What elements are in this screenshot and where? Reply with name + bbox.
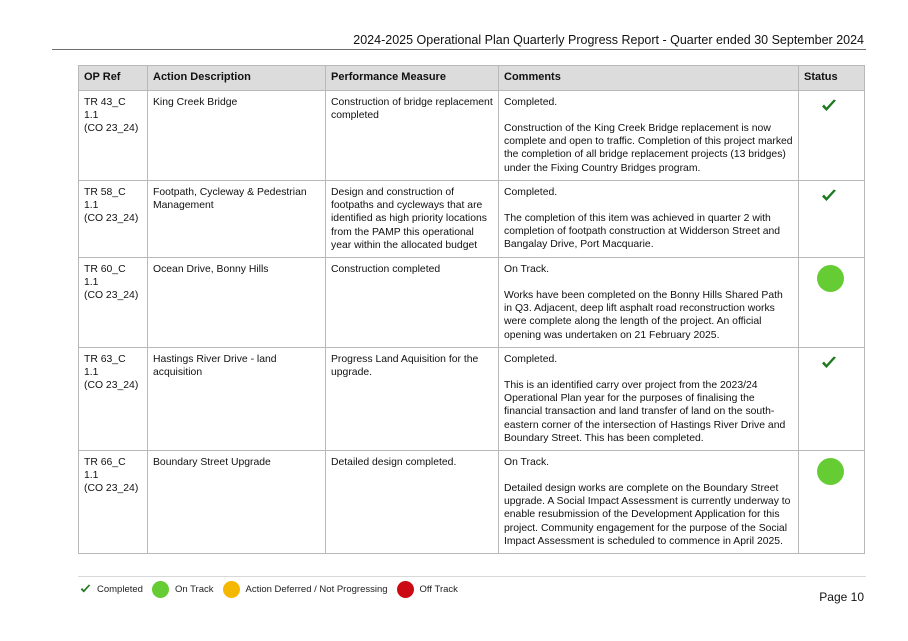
op-ref: TR 66_C 1.1 xyxy=(84,457,126,482)
op-ref-sub: (CO 23_24) xyxy=(84,380,139,392)
comments-cell xyxy=(499,181,799,258)
comments-cell xyxy=(499,348,799,451)
comment-status-text: On Track. xyxy=(504,264,550,276)
status-cell xyxy=(799,258,865,348)
table-row xyxy=(79,451,865,554)
legend-item-on-track xyxy=(152,581,214,598)
op-ref-cell xyxy=(79,348,148,451)
on-track-status-icon xyxy=(817,265,844,292)
report-title: 2024-2025 Operational Plan Quarterly Progress Report - Quarter ended 30 September 2024 xyxy=(353,33,864,47)
op-ref-sub: (CO 23_24) xyxy=(84,290,139,302)
op-ref-sub: (CO 23_24) xyxy=(84,483,139,495)
action-cell: Hastings River Drive - land acquisition xyxy=(148,348,326,451)
op-ref: TR 43_C 1.1 xyxy=(84,97,126,122)
legend-item-completed xyxy=(80,584,143,595)
table-row xyxy=(79,181,865,258)
action-cell: Ocean Drive, Bonny Hills xyxy=(148,258,326,348)
action-cell: Boundary Street Upgrade xyxy=(148,451,326,554)
measure-cell: Construction completed xyxy=(326,258,499,348)
table-header-row xyxy=(79,66,865,91)
comment-status-text: Completed. xyxy=(504,97,558,108)
comment-detail-text: The completion of this item was achieved in quarter 2 with completion of footpath construction at Widderson Street and Bangalay Drive, Port Macquarie. xyxy=(504,213,781,251)
action-cell: Footpath, Cycleway & Pedestrian Management xyxy=(148,181,326,258)
status-cell xyxy=(799,91,865,181)
off-track-dot-icon xyxy=(397,581,414,598)
table-row xyxy=(79,91,865,181)
op-ref: TR 58_C 1.1 xyxy=(84,187,126,212)
legend-item-deferred xyxy=(223,581,388,598)
op-ref-cell xyxy=(79,91,148,181)
measure-cell: Construction of bridge replacement completed xyxy=(326,91,499,181)
comment-detail-text: Works have been completed on the Bonny Hills Shared Path in Q3. Adjacent, deep lift asphalt road reconstruction works were complete along the length of the project. An official opening was undertaken on 21 February 2025. xyxy=(504,290,783,341)
legend-label-off-track: Off Track xyxy=(419,583,458,595)
table-row xyxy=(79,348,865,451)
progress-table xyxy=(78,65,865,554)
completed-check-icon xyxy=(821,189,837,207)
completed-check-icon xyxy=(821,356,837,374)
comment-detail-text: Detailed design works are complete on the Boundary Street upgrade. A Social Impact Assessment is currently underway to enable resubmission of the Development Application for this project. Community engagement for the purpose of the Social Impact Assessment is scheduled to commence in April 2025. xyxy=(504,483,791,547)
col-header-comments: Comments xyxy=(499,66,799,91)
measure-cell: Progress Land Aquisition for the upgrade. xyxy=(326,348,499,451)
measure-cell: Detailed design completed. xyxy=(326,451,499,554)
col-header-op-ref: OP Ref xyxy=(79,66,148,91)
col-header-action: Action Description xyxy=(148,66,326,91)
status-legend xyxy=(80,578,467,600)
status-cell xyxy=(799,181,865,258)
col-header-measure: Performance Measure xyxy=(326,66,499,91)
col-header-status: Status xyxy=(799,66,865,91)
comment-status-text: Completed. xyxy=(504,187,558,198)
comment-status-text: Completed. xyxy=(504,354,558,366)
page-number: Page 10 xyxy=(819,590,864,604)
op-ref-cell xyxy=(79,451,148,554)
comments-cell xyxy=(499,258,799,348)
legend-label-deferred: Action Deferred / Not Progressing xyxy=(245,583,388,595)
status-cell xyxy=(799,348,865,451)
op-ref-sub: (CO 23_24) xyxy=(84,213,139,225)
legend-label-completed: Completed xyxy=(97,583,143,595)
on-track-dot-icon xyxy=(152,581,169,598)
status-cell xyxy=(799,451,865,554)
completed-check-icon xyxy=(821,99,837,117)
completed-check-icon xyxy=(80,584,91,594)
comments-cell xyxy=(499,451,799,554)
op-ref: TR 63_C 1.1 xyxy=(84,354,126,379)
legend-label-on-track: On Track xyxy=(174,583,214,595)
op-ref-sub: (CO 23_24) xyxy=(84,123,139,135)
comments-cell xyxy=(499,91,799,181)
op-ref-cell xyxy=(79,258,148,348)
comment-detail-text: This is an identified carry over project from the 2023/24 Operational Plan year for the purposes of finalising the financial transaction and land transfer of land on the south-eastern corner of the intersection of Hastings River Drive and Boundary Street. This has been completed. xyxy=(504,380,786,444)
op-ref-cell xyxy=(79,181,148,258)
header-divider xyxy=(52,49,866,50)
legend-item-off-track xyxy=(397,581,458,598)
comment-status-text: On Track. xyxy=(504,457,550,469)
footer-divider xyxy=(78,576,866,577)
op-ref: TR 60_C 1.1 xyxy=(84,264,126,289)
on-track-status-icon xyxy=(817,458,844,485)
deferred-dot-icon xyxy=(223,581,240,598)
table-row xyxy=(79,258,865,348)
comment-detail-text: Construction of the King Creek Bridge replacement is now complete and open to traffic. Completion of this project marked the completion of all bridge replacement projects (13 bridges) under the Fixing Country Bridges program. xyxy=(504,123,793,174)
action-cell: King Creek Bridge xyxy=(148,91,326,181)
measure-cell: Design and construction of footpaths and cycleways that are identified as high priority locations from the PAMP this operational year within the allocated budget xyxy=(326,181,499,258)
